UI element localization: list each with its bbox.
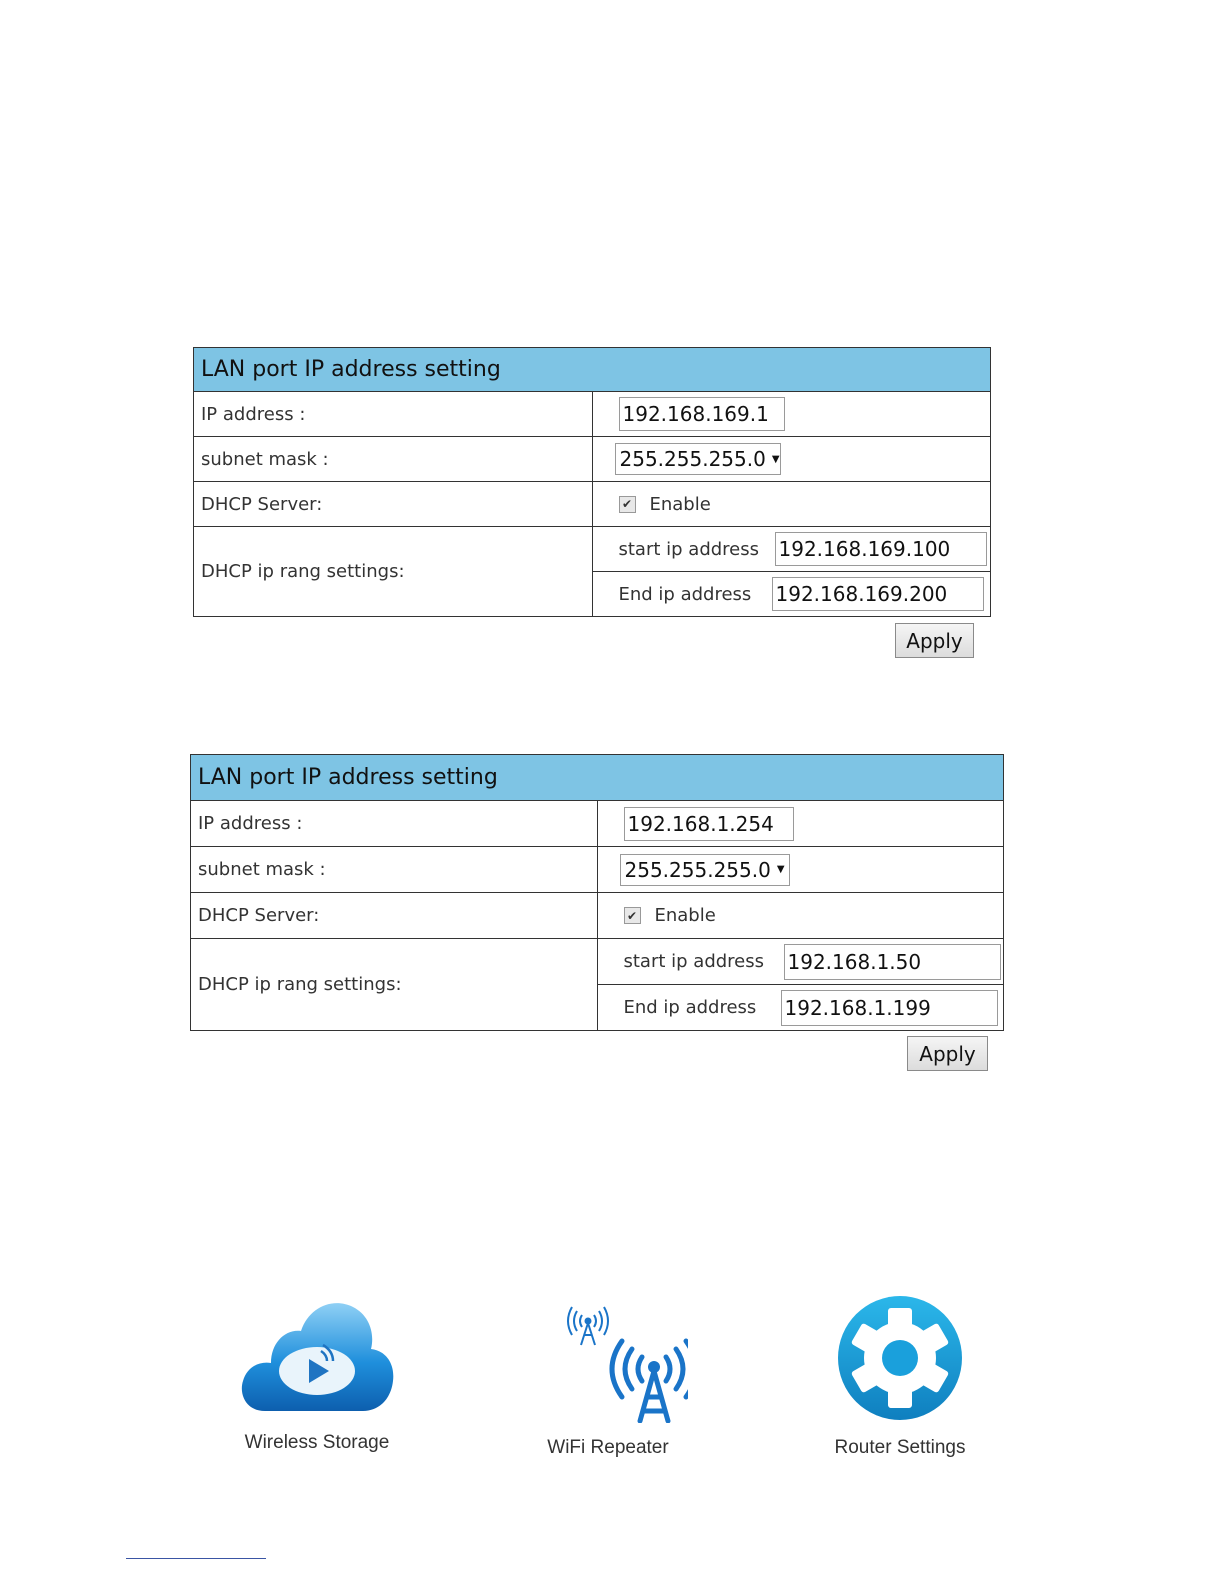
subnet-mask-value: 255.255.255.0 <box>619 447 766 471</box>
apply-button-2[interactable]: Apply <box>907 1036 988 1071</box>
subnet-mask-label: subnet mask : <box>191 847 598 893</box>
dhcp-range-label: DHCP ip rang settings: <box>194 527 593 617</box>
subnet-mask-select[interactable] <box>615 443 781 475</box>
dhcp-enable-checkbox[interactable]: ✔ <box>619 496 636 513</box>
dhcp-server-label: DHCP Server: <box>194 482 593 527</box>
gear-icon <box>835 1293 965 1423</box>
app-label: WiFi Repeater <box>547 1437 669 1458</box>
start-ip-row <box>593 527 991 571</box>
ip-address-label: IP address : <box>191 801 598 847</box>
panel-title: LAN port IP address setting <box>194 348 991 392</box>
dhcp-range-label: DHCP ip rang settings: <box>191 939 598 1031</box>
end-ip-row <box>593 571 991 616</box>
end-ip-label: End ip address <box>618 583 752 605</box>
ip-address-label: IP address : <box>194 392 593 437</box>
subnet-mask-select[interactable] <box>620 854 790 886</box>
end-ip-row <box>598 984 1004 1030</box>
dropdown-arrow-icon: ▼ <box>771 453 780 465</box>
ip-address-input[interactable]: 192.168.1.254 <box>624 807 794 841</box>
lan-settings-table <box>193 347 991 617</box>
app-wifi-repeater[interactable] <box>498 1293 718 1459</box>
start-ip-input[interactable]: 192.168.1.50 <box>784 944 1001 980</box>
start-ip-label: start ip address <box>623 951 765 972</box>
ip-address-input[interactable]: 192.168.169.1 <box>619 397 785 431</box>
cloud-play-icon <box>237 1293 397 1418</box>
start-ip-label: start ip address <box>618 538 760 560</box>
lan-settings-table <box>190 754 1004 1031</box>
app-wireless-storage[interactable] <box>207 1293 427 1454</box>
dropdown-arrow-icon: ▼ <box>776 864 785 875</box>
lan-settings-panel-1 <box>193 347 991 617</box>
app-router-settings[interactable] <box>790 1293 1010 1459</box>
apply-button-1[interactable]: Apply <box>895 623 974 658</box>
dhcp-enable-checkbox[interactable]: ✔ <box>624 907 641 924</box>
lan-settings-panel-2 <box>190 754 1004 1031</box>
dhcp-server-label: DHCP Server: <box>191 893 598 939</box>
start-ip-row <box>598 939 1004 984</box>
footnote-separator <box>126 1558 266 1559</box>
dhcp-enable-label: Enable <box>649 493 711 515</box>
app-label: Wireless Storage <box>244 1432 390 1453</box>
end-ip-label: End ip address <box>623 997 757 1018</box>
app-label: Router Settings <box>834 1437 966 1458</box>
start-ip-input[interactable]: 192.168.169.100 <box>775 532 987 566</box>
panel-title: LAN port IP address setting <box>191 755 1004 801</box>
subnet-mask-value: 255.255.255.0 <box>624 857 771 882</box>
end-ip-input[interactable]: 192.168.169.200 <box>772 577 984 611</box>
end-ip-input[interactable]: 192.168.1.199 <box>781 990 998 1026</box>
subnet-mask-label: subnet mask : <box>194 437 593 482</box>
antenna-tower-icon <box>528 1293 688 1423</box>
dhcp-enable-label: Enable <box>654 905 716 926</box>
